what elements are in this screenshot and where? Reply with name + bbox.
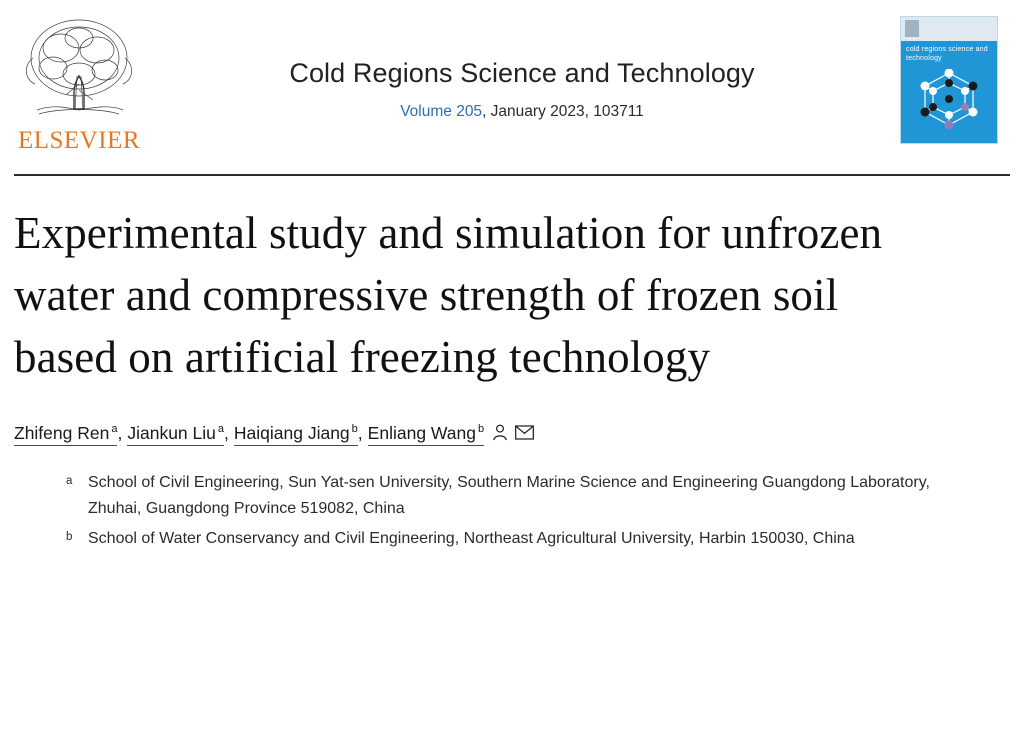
author-affiliation-mark: a: [111, 423, 118, 436]
author-name: Enliang Wang: [367, 423, 476, 444]
author-affiliation-mark: b: [351, 423, 358, 436]
header-divider: [14, 174, 1010, 176]
page-title: Experimental study and simulation for unfrozen water and compressive strength of frozen soil based on artificial freezing technology: [14, 208, 883, 383]
author-affiliation-mark: a: [217, 423, 225, 436]
affiliation-mark: b: [66, 531, 73, 544]
journal-info: [144, 10, 900, 121]
affiliation-row: [66, 470, 1010, 522]
author-1[interactable]: [127, 423, 224, 446]
cover-header-band: [901, 17, 997, 41]
author-separator: ,: [224, 423, 229, 444]
affiliation-row: [66, 526, 1010, 552]
journal-volume-link[interactable]: Volume 205: [400, 103, 483, 120]
elsevier-logo[interactable]: [14, 10, 144, 153]
author-separator: ,: [117, 423, 123, 444]
author-2[interactable]: [234, 423, 358, 446]
envelope-icon[interactable]: [515, 425, 534, 440]
elsevier-tree-icon: [19, 14, 139, 126]
affiliation-text: School of Civil Engineering, Sun Yat-sen University, Southern Marine Science and Engineering Guangdong Laboratory, Zhuhai, Guangdong Province 519082, China: [88, 474, 930, 518]
cover-title-text: cold regions science and technology: [906, 46, 988, 62]
journal-issue-line: [144, 103, 900, 121]
author-0[interactable]: [14, 423, 117, 446]
author-name: Haiqiang Jiang: [233, 423, 350, 444]
author-3[interactable]: [368, 423, 484, 446]
author-list: [14, 422, 1010, 446]
cover-mini-logo-icon: [905, 20, 919, 37]
journal-issue-date: , January 2023, 103711: [482, 103, 644, 120]
author-name: Jiankun Liu: [127, 423, 216, 444]
journal-cover-thumbnail[interactable]: [900, 16, 998, 144]
journal-header: [14, 0, 1010, 170]
affiliation-text: School of Water Conservancy and Civil Engineering, Northeast Agricultural University, Harbin 150030, China: [88, 530, 855, 548]
corresponding-author-icons: [492, 424, 534, 441]
cover-hexagon-graphic-icon: [907, 69, 991, 135]
author-name: Zhifeng Ren: [14, 423, 110, 444]
author-separator: ,: [357, 423, 363, 444]
affiliation-mark: a: [66, 475, 73, 488]
author-affiliation-mark: b: [477, 423, 485, 436]
person-icon[interactable]: [492, 424, 508, 441]
journal-title[interactable]: Cold Regions Science and Technology: [289, 58, 755, 88]
affiliation-list: [14, 470, 1010, 552]
elsevier-wordmark: ELSEVIER: [17, 127, 141, 154]
